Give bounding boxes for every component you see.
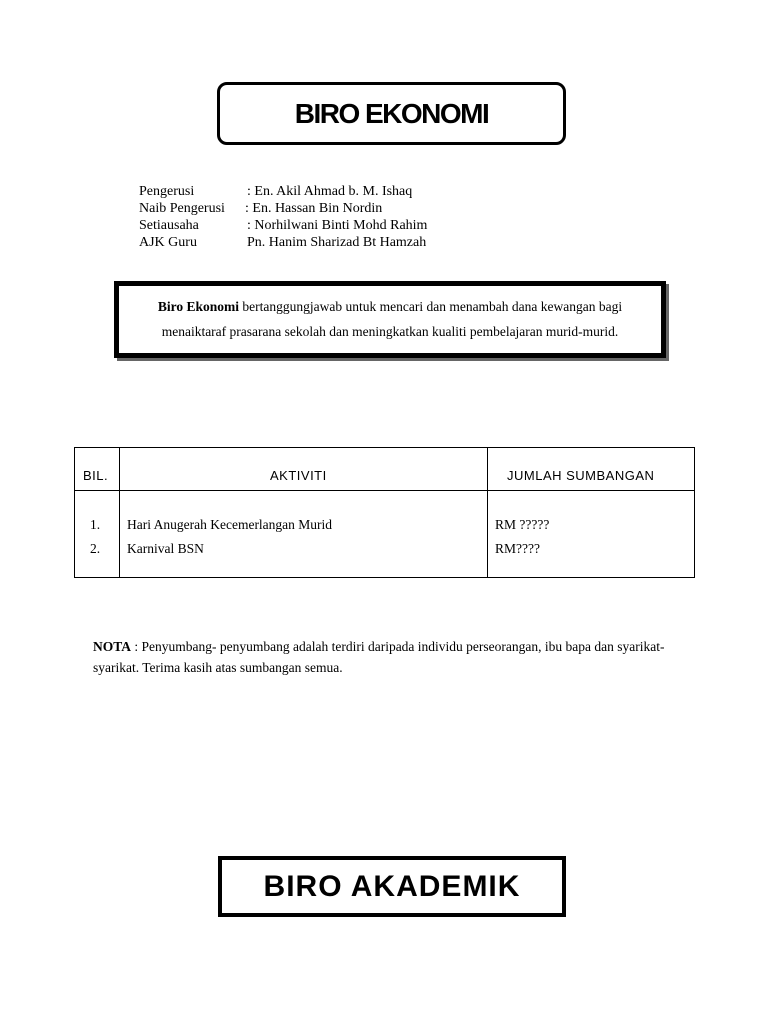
table-header-divider (75, 490, 694, 491)
table-cell-activity: Karnival BSN (127, 541, 204, 556)
section-title-biro-akademik: BIRO AKADEMIK (218, 856, 566, 917)
committee-name: Pn. Hanim Sharizad Bt Hamzah (247, 235, 427, 250)
table-cell-amount: RM???? (495, 541, 540, 556)
description-body: bertanggungjawab untuk mencari dan menambah dana kewangan bagi menaiktaraf prasarana sekolah dan meningkatkan kualiti pembelajaran murid-murid. (161, 299, 623, 339)
committee-role: Setiausaha (139, 218, 199, 233)
note-label: NOTA (93, 639, 132, 654)
committee-name: : En. Akil Ahmad b. M. Ishaq (247, 184, 413, 199)
activity-table (74, 447, 695, 578)
table-header-jumlah: JUMLAH SUMBANGAN (507, 468, 655, 483)
table-cell-no: 2. (90, 541, 101, 556)
note-paragraph (93, 636, 683, 678)
table-divider (487, 448, 488, 577)
committee-name: : Norhilwani Binti Mohd Rahim (247, 218, 428, 233)
table-cell-no: 1. (90, 517, 101, 532)
description-bold: Biro Ekonomi (157, 299, 240, 314)
committee-name: : En. Hassan Bin Nordin (245, 201, 383, 216)
committee-role: AJK Guru (139, 235, 197, 250)
table-header-bil: BIL. (83, 468, 109, 483)
description-box (114, 281, 666, 358)
table-divider (119, 448, 120, 577)
page-title-biro-ekonomi: BIRO EKONOMI (217, 82, 566, 145)
note-text: : Penyumbang- penyumbang adalah terdiri daripada individu perseorangan, ibu bapa dan syarikat- syarikat. Terima kasih atas sumbangan semua. (93, 639, 665, 675)
table-header-aktiviti: AKTIVITI (270, 468, 327, 483)
committee-role: Naib Pengerusi (139, 201, 225, 216)
committee-role: Pengerusi (139, 184, 195, 199)
description-text (119, 294, 661, 344)
table-cell-activity: Hari Anugerah Kecemerlangan Murid (127, 517, 333, 532)
table-cell-amount: RM ????? (495, 517, 550, 532)
